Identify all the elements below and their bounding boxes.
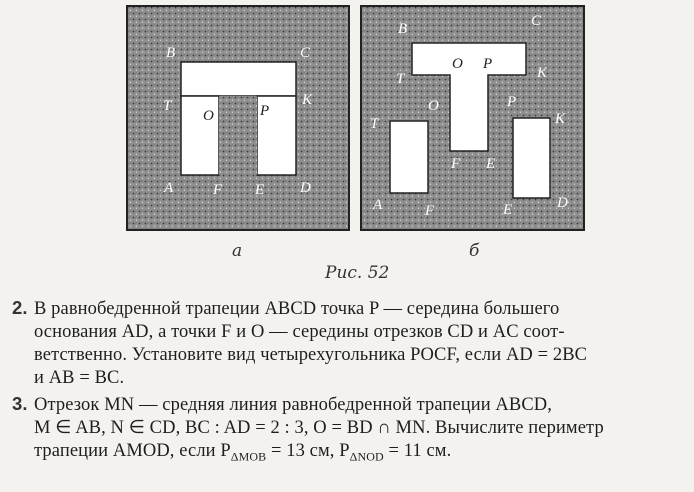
label-b-D: D	[557, 195, 568, 211]
problem-line	[12, 440, 690, 469]
panel-a	[127, 6, 349, 230]
label-a-F: F	[213, 182, 223, 198]
caption-b: б	[469, 241, 480, 261]
label-b-B: B	[398, 21, 408, 37]
label-b-F: F	[425, 203, 435, 219]
label-b-F2: F	[451, 156, 461, 172]
label-b-C: C	[531, 13, 542, 29]
panel-b	[361, 6, 584, 230]
problem-text: = 11 см.	[383, 441, 452, 461]
label-b-O: O	[452, 56, 463, 72]
label-a-A: A	[164, 180, 174, 196]
label-a-P: P	[260, 103, 270, 119]
label-b-E: E	[486, 156, 496, 172]
problem-line: и AB = BC.	[34, 368, 125, 388]
problem-line: основания AD, а точки F и O — середины отрезков CD и AC соот-	[34, 322, 565, 342]
label-a-C: C	[300, 45, 311, 61]
label-b-K: K	[537, 65, 548, 81]
label-a-B: B	[166, 45, 176, 61]
subscript: ΔNOD	[349, 449, 384, 464]
problem-number: 2.	[12, 297, 28, 318]
problem-line: ветственно. Установите вид четырехугольника POCF, если AD = 2BC	[34, 345, 588, 365]
problem-text: трапеции AMOD, если P	[34, 441, 231, 461]
problem-line: Отрезок MN — средняя линия равнобедренной трапеции ABCD,	[34, 395, 552, 415]
problem-line: M ∈ AB, N ∈ CD, BC : AD = 2 : 3, O = BD ∩ MN. Вычислите периметр	[34, 418, 604, 438]
label-b-T: T	[396, 71, 405, 87]
problem-3	[12, 392, 690, 469]
caption-a: а	[232, 241, 243, 261]
label-b-P2: P	[507, 94, 517, 110]
label-b-T2: T	[370, 116, 379, 132]
problem-text: = 13 см, P	[266, 441, 350, 461]
figure-caption: Рис. 52	[325, 263, 390, 283]
problem-2	[12, 296, 690, 390]
problem-number: 3.	[12, 393, 28, 414]
label-a-O: O	[203, 108, 214, 124]
label-b-P: P	[483, 56, 493, 72]
label-b-E2: E	[503, 202, 513, 218]
label-b-O2: O	[428, 98, 439, 114]
label-a-K: K	[302, 92, 313, 108]
label-a-E: E	[255, 182, 265, 198]
label-a-D: D	[300, 180, 311, 196]
label-b-A: A	[373, 197, 383, 213]
label-b-K2: K	[555, 111, 566, 127]
problem-line: В равнобедренной трапеции ABCD точка P — середина большего	[34, 299, 560, 319]
label-a-T: T	[163, 98, 172, 114]
subscript: ΔMOB	[230, 449, 267, 464]
